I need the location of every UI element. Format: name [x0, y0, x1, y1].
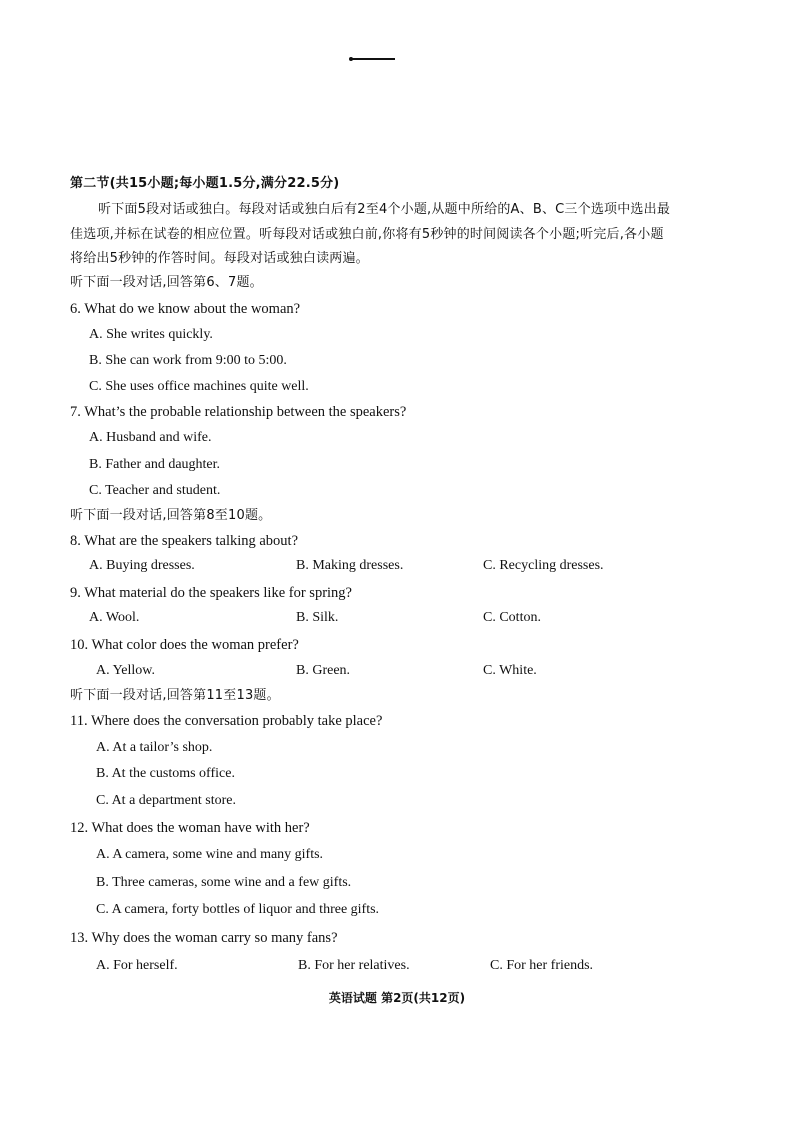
instructions-line-3: 将给出5秒钟的作答时间。每段对话或独白读两遍。	[70, 251, 369, 266]
option-c: C. For her friends.	[490, 958, 594, 973]
group-intro-1: 听下面一段对话,回答第6、7题。	[70, 275, 263, 290]
option-c: C. Teacher and student.	[89, 483, 221, 498]
question-stem: 8. What are the speakers talking about?	[70, 533, 299, 549]
option-b: B. She can work from 9:00 to 5:00.	[89, 353, 287, 368]
option-a: A. Wool.	[89, 610, 140, 625]
option-b: B. For her relatives.	[298, 958, 410, 973]
option-c: C. Recycling dresses.	[483, 558, 604, 573]
option-a: A. She writes quickly.	[89, 327, 213, 342]
instructions-line-2: 佳选项,并标在试卷的相应位置。听每段对话或独白前,你将有5秒钟的时间阅读各个小题;听完后,各小题	[70, 227, 664, 242]
option-b: B. Making dresses.	[296, 558, 404, 573]
option-b: B. Silk.	[296, 610, 339, 625]
option-a: A. Yellow.	[96, 663, 155, 678]
question-stem: 10. What color does the woman prefer?	[70, 637, 299, 653]
question-stem: 6. What do we know about the woman?	[70, 301, 301, 317]
question-stem: 11. Where does the conversation probably take place?	[70, 713, 383, 729]
option-a: A. Husband and wife.	[89, 430, 212, 445]
option-a: A. At a tailor’s shop.	[96, 740, 213, 755]
question-stem: 12. What does the woman have with her?	[70, 820, 310, 836]
option-a: A. For herself.	[96, 958, 178, 973]
question-stem: 7. What’s the probable relationship between the speakers?	[70, 404, 407, 420]
option-a: A. A camera, some wine and many gifts.	[96, 847, 324, 862]
top-mark	[351, 58, 395, 60]
option-c: C. White.	[483, 663, 537, 678]
section-header: 第二节(共15小题;每小题1.5分,满分22.5分)	[70, 176, 340, 191]
question-stem: 13. Why does the woman carry so many fans?	[70, 930, 338, 946]
option-c: C. Cotton.	[483, 610, 541, 625]
group-intro-3: 听下面一段对话,回答第11至13题。	[70, 688, 280, 703]
option-b: B. Three cameras, some wine and a few gifts.	[96, 875, 352, 890]
question-stem: 9. What material do the speakers like for spring?	[70, 585, 352, 601]
page-footer: 英语试题 第2页(共12页)	[328, 991, 466, 1005]
option-a: A. Buying dresses.	[89, 558, 195, 573]
option-c: C. She uses office machines quite well.	[89, 379, 309, 394]
option-b: B. Father and daughter.	[89, 457, 221, 472]
group-intro-2: 听下面一段对话,回答第8至10题。	[70, 508, 272, 523]
option-c: C. At a department store.	[96, 793, 236, 808]
option-c: C. A camera, forty bottles of liquor and three gifts.	[96, 902, 380, 917]
option-b: B. Green.	[296, 663, 351, 678]
option-b: B. At the customs office.	[96, 766, 235, 781]
instructions-line-1: 听下面5段对话或独白。每段对话或独白后有2至4个小题,从题中所给的A、B、C三个选项中选出最	[98, 202, 671, 217]
